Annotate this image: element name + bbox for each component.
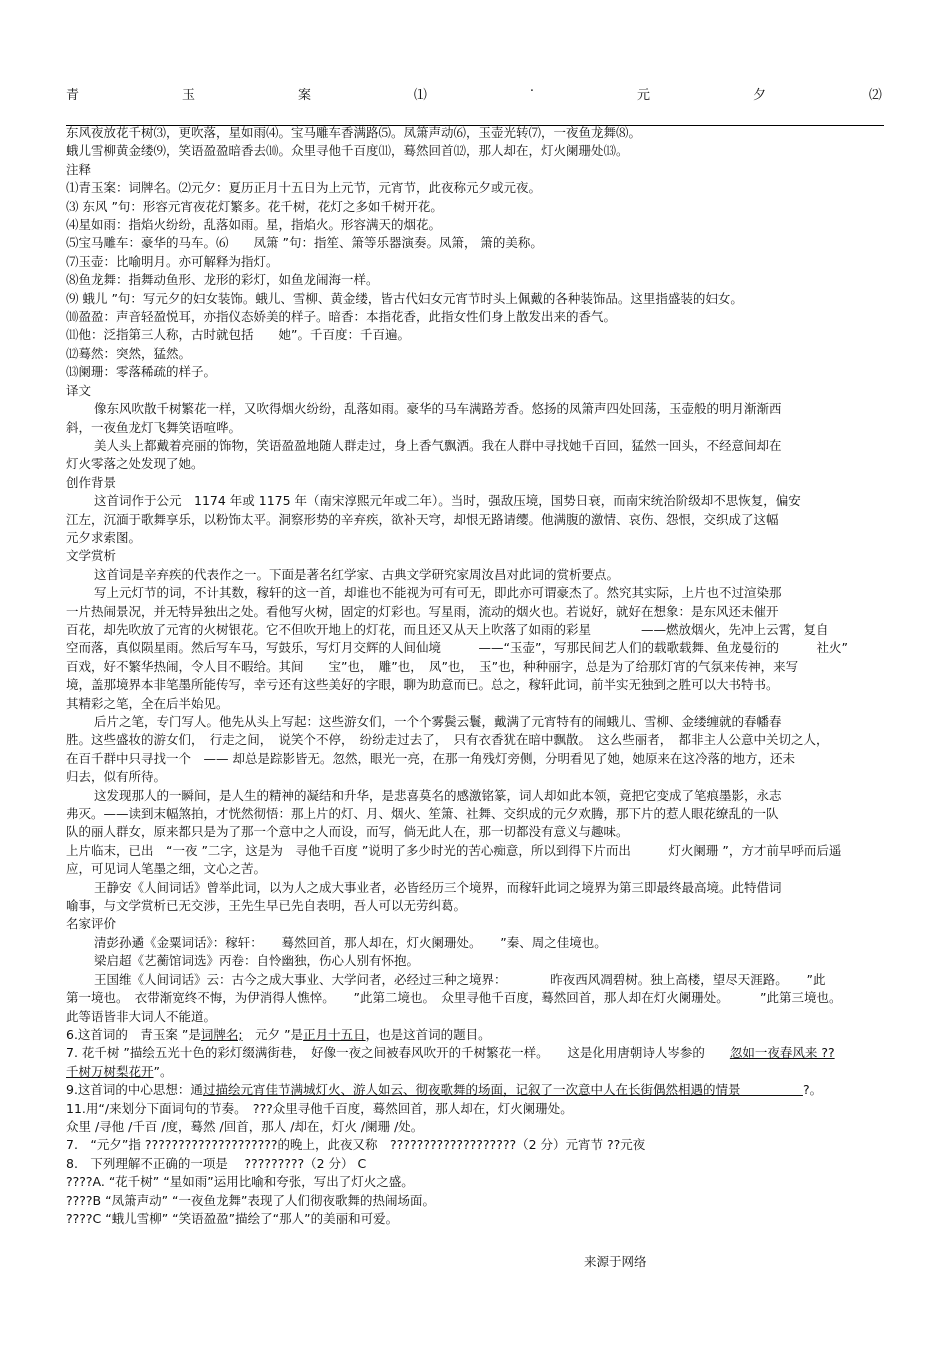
title-char: ⑵ [868,88,882,103]
appreciation-line: 境，盖那境界本非笔墨所能传写，幸亏还有这些美好的字眼，聊为助意而已。总之，稼轩此词，前半实无独到之胜可以大书特书。 [66,677,779,693]
exercise-q11: 11.用“/来划分下面词句的节奏。 ???众里寻他千百度，蓦然回首，那人却在，灯火阑珊处。 [66,1100,573,1116]
section-heading-reviews: 名家评价 [66,916,117,932]
translation-line: 美人头上都戴着亮丽的饰物，笑语盈盈地随人群走过，身上香气飘洒。我在人群中寻找她千百回，猛然一回头，不经意间却在 [94,437,782,453]
exercise-q9 [66,1081,896,1099]
appreciation-line: 应，可见词人笔墨之细，文心之苦。 [66,861,267,877]
title-char: 青 [66,88,80,103]
appreciation-line: 喻事，与文学赏析已无交涉，王先生早已先自表明，吾人可以无劳纠葛。 [66,898,467,914]
appreciation-line: 一片热闹景况，并无特异独出之处。看他写火树，固定的灯彩也。写星雨，流动的烟火也。若说好，就好在想象：是东风还未催开 [66,603,779,619]
appreciation-line: 归去，似有所待。 [66,769,167,785]
exercise-q7-cont [66,1063,896,1081]
note-line: ⑺玉壶：比喻明月。亦可解释为指灯。 [66,253,279,269]
poem-line: 东风夜放花千树⑶，更吹落，星如雨⑷。宝马雕车香满路⑸。凤箫声动⑹，玉壶光转⑺，一夜鱼龙舞⑻。 [66,125,642,140]
note-line: ⑷星如雨：指焰火纷纷，乱落如雨。星，指焰火。形容满天的烟花。 [66,217,442,233]
q6-text: 6.这首词的 青玉案 ”是 [66,1026,201,1042]
q6-answer-1: 词牌名; [200,1026,243,1042]
q6-answer-2: 正月十五日 [303,1026,366,1042]
appreciation-line: 空而落，真似陨星雨。然后写车马，写鼓乐，写灯月交辉的人间仙境 ——“玉壶”，写那民间艺人们的载歌载舞、鱼龙曼衍的 社火” [66,640,848,656]
title-char: · [529,84,535,99]
appreciation-line: 这发现那人的一瞬间，是人生的精神的凝结和升华，是悲喜莫名的感激铭篆，词人却如此本领，竟把它变成了笔痕墨影，永志 [94,787,782,803]
section-heading-translation: 译文 [66,382,92,398]
translation-line: 斜，一夜鱼龙灯飞舞笑语喧哗。 [66,419,242,435]
note-line: ⑴青玉案：词牌名。⑵元夕：夏历正月十五日为上元节，元宵节，此夜称元夕或元夜。 [66,180,542,196]
note-line: ⑶ 东风 ”句：形容元宵夜花灯繁多。花千树，花灯之多如千树开花。 [66,198,443,214]
section-heading-appreciation: 文学赏析 [66,548,117,564]
appreciation-line: 其精彩之笔，全在后半始见。 [66,695,229,711]
translation-line: 像东风吹散千树繁花一样，又吹得烟火纷纷，乱落如雨。豪华的马车满路芳香。悠扬的凤箫声四处回荡，玉壶般的明月渐渐西 [94,401,782,417]
exercise-q6 [66,1026,896,1044]
exercise-q8-option-b: ????B “凤箫声动” “一夜鱼龙舞”表现了人们彻夜歌舞的热闹场面。 [66,1192,435,1208]
appreciation-line: 写上元灯节的词，不计其数，稼轩的这一首，却谁也不能视为可有可无，即此亦可谓豪杰了。然究其实际，上片也不过渲染那 [94,585,782,601]
section-heading-background: 创作背景 [66,474,117,490]
exercise-q8-option-c: ????C “蛾儿雪柳” “笑语盈盈”描绘了“那人”的美丽和可爱。 [66,1210,399,1226]
note-line: ⑸宝马雕车：豪华的马车。⑹ 凤箫 ”句：指笙、箫等乐器演奏。凤箫， 箫的美称。 [66,235,543,251]
appreciation-line: 弗灭。——读到末幅煞拍，才恍然彻悟：那上片的灯、月、烟火、笙箫、社舞、交织成的元夕欢腾，那下片的惹人眼花缭乱的一队 [66,806,779,822]
note-line: ⑿蓦然：突然，猛然。 [66,345,192,361]
review-line: 此等语皆非大词人不能道。 [66,1008,217,1024]
appreciation-line: 后片之笔，专门写人。他先从头上写起：这些游女们，一个个雾鬓云鬟，戴满了元宵特有的闹蛾儿、雪柳、金缕缠就的春幡春 [94,714,782,729]
appreciation-line: 百花，却先吹放了元宵的火树银花。它不但吹开地上的灯花，而且还又从天上吹落了如雨的彩星 ——燃放烟火，先冲上云霄，复自 [66,621,829,637]
title-char: ⑴ [413,88,427,103]
q6-text: ，也是这首词的题目。 [365,1026,491,1042]
note-line: ⑽盈盈：声音轻盈悦耳，亦指仪态娇美的样子。暗香：本指花香，此指女性们身上散发出来的香气。 [66,309,617,325]
background-line: 元夕求索图。 [66,529,142,545]
background-line: 江左，沉湎于歌舞享乐，以粉饰太平。洞察形势的辛弃疾，欲补天穹，却恨无路请缨。他满腹的激情、哀伤、怨恨，交织成了这幅 [66,511,779,527]
poem-line: 蛾儿雪柳黄金缕⑼，笑语盈盈暗香去⑽。众里寻他千百度⑾，蓦然回首⑿，那人却在，灯火阑珊处⒀。 [66,143,629,159]
exercise-q8: 8. 下列理解不正确的一项是 ?????????（2 分） C [66,1155,367,1171]
q6-text: 元夕 ”是 [242,1026,304,1042]
note-line: ⑻鱼龙舞：指舞动鱼形、龙形的彩灯，如鱼龙闹海一样。 [66,272,379,288]
exercise-q7b: 7. “元夕”指 ????????????????????的晚上，此夜又称 ???????????????????（2 分）元宵节 ??元夜 [66,1137,646,1153]
appreciation-line: 胜。这些盛妆的游女们， 行走之间， 说笑个不停， 纷纷走过去了， 只有衣香犹在暗中飘散。 这么些丽者， 都非主人公意中关切之人， [66,732,829,748]
document-body [66,124,896,1228]
review-line: 清彭孙遹《金粟词话》：稼轩： 蓦然回首，那人却在，灯火阑珊处。 ”秦、周之佳境也。 [94,934,607,950]
appreciation-line: 在百千群中只寻找一个 —— 却总是踪影皆无。忽然，眼光一亮，在那一角残灯旁侧，分明看见了她，她原来在这冷落的地方，还未 [66,750,795,766]
review-line: 王国维《人间词话》云：古今之成大事业、大学问者，必经过三种之境界： 昨夜西风凋碧树。独上高楼，望尽天涯路。 ”此 [94,971,826,987]
section-heading-notes: 注释 [66,161,92,177]
exercise-q7 [66,1044,896,1062]
note-line: ⑼ 蛾儿 ”句：写元夕的妇女装饰。蛾儿、雪柳、黄金缕，皆古代妇女元宵节时头上佩戴的各种装饰品。这里指盛装的妇女。 [66,290,743,306]
q9-text: 9.这首词的中心思想：通 [66,1082,203,1098]
note-line: ⑾他：泛指第三人称，古时就包括 她”。千百度：千百遍。 [66,327,410,343]
q7-text: ”。 [153,1063,173,1079]
translation-line: 灯火零落之处发现了她。 [66,456,204,472]
review-line: 第一境也。 衣带渐宽终不悔，为伊消得人憔悴。 ”此第二境也。 众里寻他千百度，蓦然回首，那人却在灯火阑珊处。 ”此第三境也。 [66,990,842,1006]
q7-answer-2: 千树万树梨花开 [66,1063,154,1079]
review-line: 梁启超《艺蘅馆词选》丙卷：自怜幽独，伤心人别有怀抱。 [94,953,420,969]
appreciation-line: 队的丽人群女，原来都只是为了那一个意中之人而设，而写，倘无此人在，那一切都没有意义与趣味。 [66,824,629,840]
title-char: 案 [297,88,311,103]
background-line: 这首词作于公元 1174 年或 1175 年（南宋淳熙元年或二年）。当时，强敌压境，国势日衰，而南宋统治阶级却不思恢复，偏安 [94,493,801,509]
q7-text: 7. 花千树 ”描绘五光十色的彩灯缀满街巷， 好像一夜之间被春风吹开的千树繁花一样。 这是化用唐朝诗人岑参的 [66,1045,730,1061]
title-char: 夕 [752,88,766,103]
appreciation-line: 王静安《人间词话》曾举此词，以为人之成大事业者，必皆经历三个境界，而稼轩此词之境界为第三即最终最高境。此特借词 [94,879,782,895]
exercise-q8-option-a: ????A. “花千树” “星如雨”运用比喻和夸张，写出了灯火之盛。 [66,1174,414,1190]
appreciation-line: 这首词是辛弃疾的代表作之一。下面是著名红学家、古典文学研究家周汝昌对此词的赏析要点。 [94,566,620,582]
source-note: 来源于网络 [584,1254,647,1269]
appreciation-line: 百戏，好不繁华热闹，令人目不暇给。其间 宝”也， 雕”也， 凤”也， 玉”也，种种丽字，总是为了给那灯宵的气氛来传神，来写 [66,658,799,674]
title-char: 玉 [181,88,195,103]
note-line: ⒀阑珊：零落稀疏的样子。 [66,364,217,380]
q9-text: ?。 [802,1082,823,1098]
title-char: 元 [636,88,650,103]
poem-title [66,84,882,104]
q7-answer-1: 忽如一夜春风来 ?? [729,1045,835,1061]
q9-answer: 过描绘元宵佳节满城灯火、游人如云、彻夜歌舞的场面，记叙了一次意中人在长街偶然相遇的情景 [202,1082,803,1098]
exercise-q11-answer: 众里 /寻他 /千百 /度，蓦然 /回首，那人 /却在，灯火 /阑珊 /处。 [66,1118,424,1134]
appreciation-line: 上片临末，已出 “一夜 ”二字，这是为 寻他千百度 ”说明了多少时光的苦心痴意，所以到得下片而出 灯火阑珊 ”，方才前早呼而后遥 [66,842,842,858]
